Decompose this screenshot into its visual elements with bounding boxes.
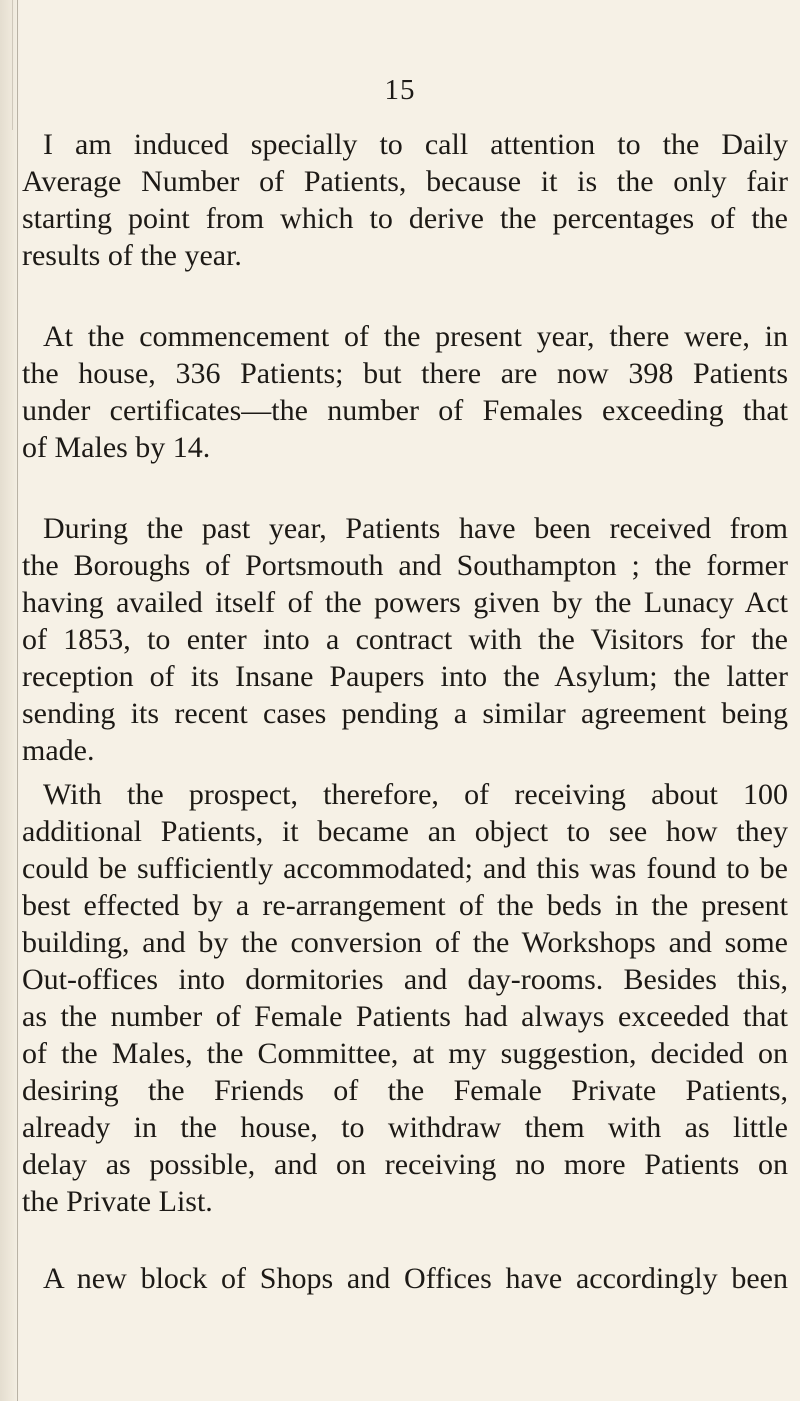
text-line: delay as possible, and on receiving no more Patients on: [22, 1148, 788, 1181]
text-line: of the Males, the Committee, at my suggestion, decided on: [22, 1037, 788, 1070]
text-line: made.: [22, 734, 95, 767]
text-line: best effected by a re-arrangement of the beds in the present: [22, 889, 788, 922]
text-line: desiring the Friends of the Female Private Patients,: [22, 1074, 788, 1107]
text-line: During the past year, Patients have been received from: [43, 512, 788, 545]
paragraph-accommodation: [22, 776, 788, 1220]
text-line: the Boroughs of Portsmouth and Southampton ; the former: [22, 549, 788, 582]
page-number: 15: [384, 74, 416, 106]
gutter-line-secondary: [12, 0, 13, 130]
text-line: already in the house, to withdraw them with as little: [22, 1111, 788, 1144]
text-line: of 1853, to enter into a contract with the Visitors for the: [22, 623, 788, 656]
text-line: as the number of Female Patients had always exceeded that: [22, 1000, 788, 1033]
text-line: At the commencement of the present year, there were, in: [43, 320, 788, 353]
text-line: additional Patients, it became an object to see how they: [22, 815, 788, 848]
text-line: Average Number of Patients, because it is the only fair: [22, 165, 788, 198]
text-line: the Private List.: [22, 1185, 213, 1218]
text-line: With the prospect, therefore, of receiving about 100: [43, 778, 788, 811]
text-line: under certificates—the number of Females exceeding that: [22, 394, 788, 427]
text-line: Out-offices into dormitories and day-rooms. Besides this,: [22, 963, 788, 996]
text-line: results of the year.: [22, 239, 242, 272]
text-line: reception of its Insane Paupers into the Asylum; the latter: [22, 660, 788, 693]
gutter-line: [17, 0, 18, 1401]
paragraph-daily-average: [22, 126, 788, 274]
text-line: I am induced specially to call attention to the Daily: [43, 128, 788, 161]
text-line: could be sufficiently accommodated; and this was found to be: [22, 852, 788, 885]
text-line: having availed itself of the powers given by the Lunacy Act: [22, 586, 788, 619]
text-line: building, and by the conversion of the Workshops and some: [22, 926, 788, 959]
paragraph-boroughs: [22, 510, 788, 769]
text-line: sending its recent cases pending a similar agreement being: [22, 697, 788, 730]
text-line: A new block of Shops and Offices have accordingly been: [43, 1262, 788, 1295]
text-line: of Males by 14.: [22, 431, 211, 464]
text-line: the house, 336 Patients; but there are now 398 Patients: [22, 357, 788, 390]
paragraph-patient-count: [22, 318, 788, 466]
paragraph-new-block: [22, 1260, 788, 1297]
text-line: starting point from which to derive the percentages of the: [22, 202, 788, 235]
